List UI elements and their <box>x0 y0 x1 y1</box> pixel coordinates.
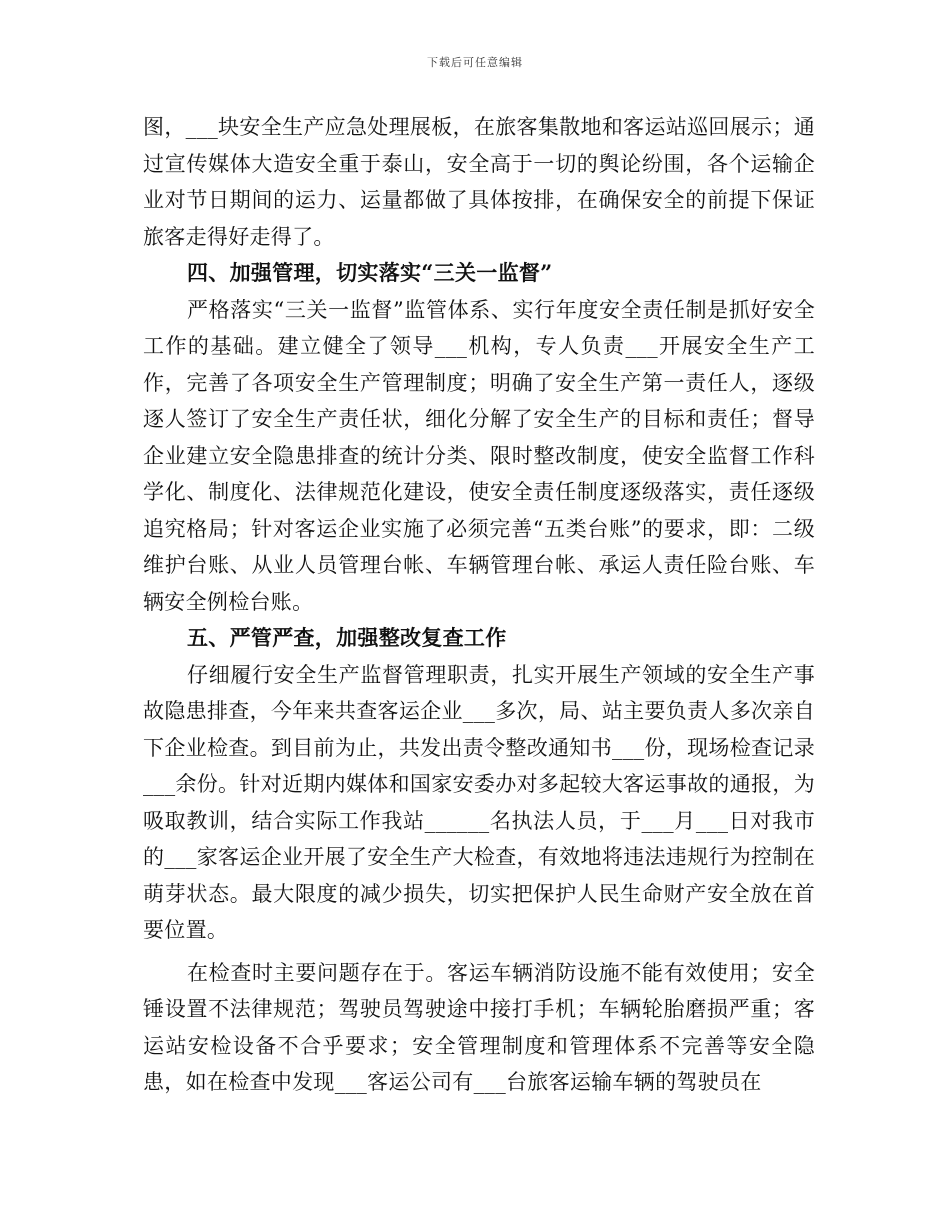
section-heading-4: 四、加强管理，切实落实“三关一监督” <box>187 260 553 285</box>
section-heading-5: 五、严管严查，加强整改复查工作 <box>187 625 507 650</box>
paragraph-section-5: 仔细履行安全生产监督管理职责，扎实开展生产领域的安全生产事故隐患排查，今年来共查客运企业___多次，局、站主要负责人多次亲自下企业检查。到目前为止，共发出责令整改通知书___份，现场检查记录___余份。针对近期内媒体和国家安委办对多起较大客运事故的通报，为吸取教训，结合实际工作我站______名执法人员，于___月___日对我市的___家客运企业开展了安全生产大检查，有效地将违法违规行为控制在萌芽状态。最大限度的减少损失，切实把保护人民生命财产安全放在首要位置。 <box>143 662 815 942</box>
paragraph-inspection-issues: 在检查时主要问题存在于。客运车辆消防设施不能有效使用；安全锤设置不法律规范；驾驶员驾驶途中接打手机；车辆轮胎磨损严重；客运站安检设备不合乎要求；安全管理制度和管理体系不完善等安全隐患，如在检查中发现___客运公司有___台旅客运输车辆的驾驶员在 <box>143 960 815 1094</box>
paragraph-section-4: 严格落实“三关一监督”监管体系、实行年度安全责任制是抓好安全工作的基础。建立健全了领导___机构，专人负责___开展安全生产工作，完善了各项安全生产管理制度；明确了安全生产第一责任人，逐级逐人签订了安全生产责任状，细化分解了安全生产的目标和责任；督导企业建立安全隐患排查的统计分类、限时整改制度，使安全监督工作科学化、制度化、法律规范化建设，使安全责任制度逐级落实，责任逐级追究格局；针对客运企业实施了必须完善“五类台账”的要求，即：二级维护台账、从业人员管理台帐、车辆管理台帐、承运人责任险台账、车辆安全例检台账。 <box>143 297 815 614</box>
paragraph-intro: 图，___块安全生产应急处理展板，在旅客集散地和客运站巡回展示；通过宣传媒体大造安全重于泰山，安全高于一切的舆论纷围，各个运输企业对节日期间的运力、运量都做了具体按排，在确保安全的前提下保证旅客走得好走得了。 <box>143 115 815 249</box>
page-header: 下载后可任意编辑 <box>427 56 523 69</box>
document-body <box>143 109 815 1101</box>
